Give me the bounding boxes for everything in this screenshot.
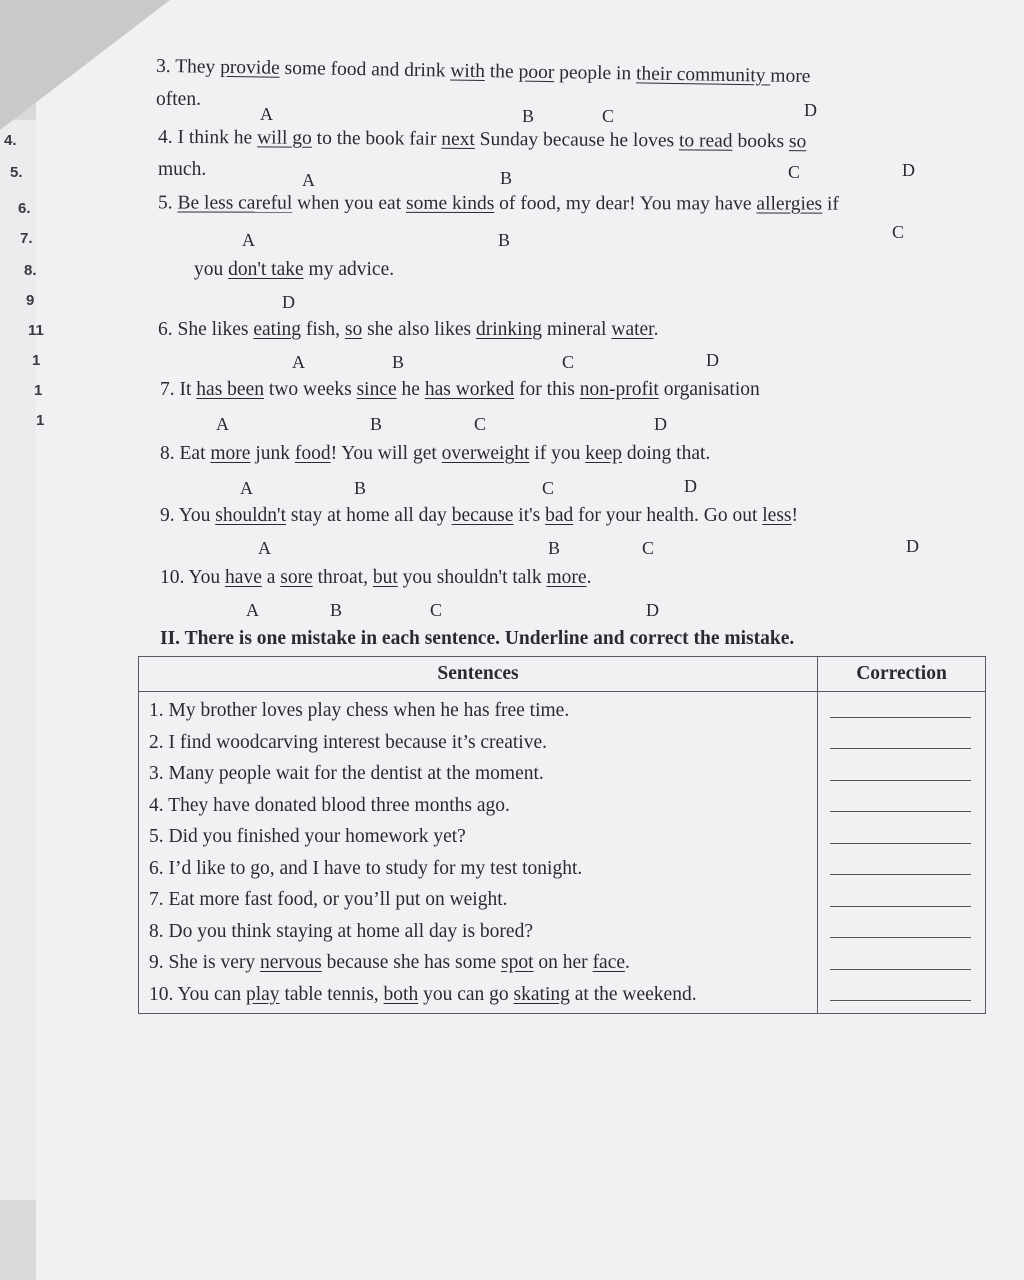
option-b: B (330, 600, 343, 620)
underlined-word: so (788, 131, 807, 153)
option-a: A (302, 170, 315, 190)
sentences-cell (139, 692, 818, 1014)
option-c: C (562, 352, 575, 372)
option-d: D (654, 414, 667, 434)
underlined-word: don't take (228, 259, 304, 280)
underlined-word: non-profit (579, 379, 659, 400)
underlined-word: has worked (424, 379, 515, 400)
sentence-row (149, 695, 809, 727)
sentence-text: two weeks (263, 379, 357, 400)
underlined-word: sore (280, 567, 313, 588)
sentence-text: Many people wait for the dentist at the moment. (168, 763, 544, 784)
sentence-text: for this (514, 379, 580, 400)
margin-number: 1 (32, 352, 41, 369)
sentence-text: . (653, 319, 659, 340)
sentence-text: I’d like to go, and I have to study for my test tonight. (168, 857, 583, 879)
sentence-row (149, 821, 809, 853)
margin-number: 1 (36, 412, 45, 429)
sentence-number: 5. (149, 826, 169, 847)
corrections-cell (818, 692, 986, 1014)
sentence-number: 6. (149, 857, 169, 879)
underlined-word: keep (585, 443, 623, 464)
margin-number: 5. (10, 164, 23, 181)
option-d: D (906, 536, 919, 556)
question-10-line1 (160, 566, 591, 590)
sentence-text: the (484, 61, 519, 83)
option-c: C (474, 414, 487, 434)
question-8-line1 (160, 442, 710, 466)
sentence-text: You (178, 505, 216, 526)
option-b: B (354, 478, 367, 498)
sentences-column-header: Sentences (139, 657, 818, 692)
underlined-word: next (441, 128, 475, 150)
option-b: B (522, 106, 535, 126)
question-number: 4. (157, 126, 178, 148)
sentence-text: You can (177, 983, 246, 1005)
sentence-number: 4. (149, 794, 169, 816)
sentence-text: She is very (168, 952, 261, 973)
margin-number: 9 (26, 292, 35, 309)
sentence-row (149, 979, 809, 1011)
underlined-word: so (344, 319, 363, 340)
underlined-word: play (245, 983, 280, 1005)
sentence-text: ! (791, 505, 799, 526)
option-d: D (902, 160, 915, 180)
question-3-line1 (156, 55, 811, 89)
sentence-text: fish, (301, 319, 345, 340)
sentence-text: more (770, 65, 811, 88)
sentence-row (149, 758, 809, 790)
margin-number: 8. (24, 262, 37, 279)
margin-number: 7. (20, 230, 33, 247)
sentence-text: They have donated blood three months ago. (168, 794, 510, 816)
sentence-text: Eat more fast food, or you’ll put on weight. (168, 889, 508, 910)
correction-blank[interactable] (818, 881, 985, 913)
sentence-text: doing that. (622, 443, 711, 464)
sentence-row (149, 790, 809, 822)
correction-blank[interactable] (818, 976, 985, 1008)
underlined-word: more (546, 567, 587, 588)
option-d: D (804, 100, 817, 120)
option-a: A (260, 104, 273, 124)
underlined-word: spot (501, 952, 534, 973)
sentence-text: books (732, 130, 790, 153)
sentence-text: junk (250, 443, 295, 464)
correction-table (138, 656, 986, 1014)
option-b: B (370, 414, 383, 434)
sentence-text: . (586, 567, 592, 588)
underlined-word: drinking (475, 319, 543, 340)
sentence-row (149, 853, 809, 885)
margin-number: 1 (34, 382, 43, 399)
sentence-number: 7. (149, 889, 169, 910)
underlined-word: will go (257, 127, 312, 149)
sentence-text: people in (554, 62, 637, 85)
sentence-number: 9. (149, 952, 169, 973)
sentence-text: You (188, 567, 226, 588)
sentence-number: 2. (149, 731, 169, 753)
underlined-word: with (450, 60, 486, 83)
question-number: 5. (157, 192, 178, 214)
sentence-row (149, 947, 809, 979)
option-c: C (788, 162, 801, 182)
question-number: 9. (160, 505, 179, 526)
question-number: 3. (155, 55, 176, 78)
underlined-word: have (225, 567, 262, 588)
correction-blank[interactable] (818, 818, 985, 850)
question-number: 6. (158, 319, 178, 340)
option-a: A (258, 538, 271, 558)
option-b: B (548, 538, 561, 558)
option-c: C (892, 222, 905, 242)
sentence-text: you (194, 259, 229, 280)
option-a: A (246, 600, 259, 620)
section-2-heading: II. There is one mistake in each sentence. Underline and correct the mistake. (160, 628, 795, 649)
sentence-text: it's (513, 505, 546, 526)
sentence-text: at the weekend. (569, 983, 697, 1005)
question-number: 10. (160, 567, 189, 588)
sentence-text: It (179, 379, 197, 400)
question-number: 7. (160, 379, 180, 400)
question-9-line1 (160, 504, 798, 528)
question-5-line2 (194, 258, 394, 282)
underlined-word: bad (545, 505, 574, 526)
correction-column-header: Correction (818, 657, 986, 692)
underlined-word: food (294, 443, 331, 464)
sentence-text: organisation (658, 379, 760, 400)
underlined-word: has been (196, 379, 264, 400)
option-b: B (392, 352, 405, 372)
sentence-text: my advice. (303, 259, 395, 280)
sentence-text: They (175, 56, 221, 78)
underlined-word: more (210, 443, 251, 464)
underlined-word: skating (513, 983, 570, 1005)
sentence-text: Did you finished your homework yet? (168, 826, 466, 847)
underlined-word: face (592, 952, 626, 973)
sentence-text: Do you think staying at home all day is bored? (168, 920, 533, 942)
sentence-number: 8. (149, 920, 169, 942)
underlined-word: Be less careful (177, 192, 293, 214)
sentence-text: mineral (542, 319, 612, 340)
option-a: A (242, 230, 255, 250)
sentence-text: to the book fair (311, 127, 442, 150)
sentence-text: Eat (179, 443, 211, 464)
sentence-text: ! You will get (330, 443, 442, 464)
option-c: C (542, 478, 555, 498)
underlined-word: some kinds (405, 192, 495, 214)
question-6-line1 (158, 318, 658, 342)
correction-blank[interactable] (818, 850, 985, 882)
underlined-word: water (611, 319, 654, 340)
margin-number: 11 (28, 322, 44, 339)
sentence-number: 1. (149, 700, 169, 721)
sentence-text: she also likes (362, 319, 476, 340)
sentence-number: 3. (149, 763, 169, 784)
margin-number: 6. (18, 200, 31, 217)
question-5-line1 (158, 191, 839, 216)
question-4-line1 (158, 126, 806, 155)
option-c: C (430, 600, 443, 620)
underlined-word: shouldn't (215, 505, 286, 526)
question-7-line1 (160, 378, 760, 402)
option-a: A (292, 352, 305, 372)
sentence-text: some food and drink (279, 57, 451, 82)
sentence-text: I find woodcarving interest because it’s creative. (168, 731, 547, 753)
correction-blank[interactable] (818, 755, 985, 787)
sentence-text: My brother loves play chess when he has free time. (168, 700, 570, 721)
sentence-text: Sunday because he loves (474, 128, 680, 152)
sentence-text: . (625, 952, 630, 973)
option-a: A (240, 478, 253, 498)
option-a: A (216, 414, 229, 434)
underlined-word: allergies (756, 193, 823, 215)
sentence-text: She likes (177, 319, 254, 340)
sentence-text: I think he (177, 126, 258, 149)
sentence-text: if (822, 193, 839, 215)
option-d: D (646, 600, 659, 620)
option-d: D (282, 292, 295, 312)
question-number: 8. (160, 443, 180, 464)
option-b: B (500, 168, 513, 188)
underlined-word: but (372, 567, 398, 588)
option-b: B (498, 230, 511, 250)
question-3-line2 (156, 88, 201, 112)
option-d: D (706, 350, 719, 370)
underlined-word: to read (678, 130, 733, 152)
underlined-word: both (383, 983, 419, 1005)
sentence-text: if you (529, 443, 586, 464)
option-d: D (684, 476, 697, 496)
sentence-number: 10. (149, 983, 178, 1005)
sentence-text: much. (158, 159, 207, 180)
correction-blank[interactable] (818, 944, 985, 976)
underlined-word: their community (635, 63, 771, 87)
sentence-text: you can go (418, 983, 514, 1005)
sentence-row (149, 916, 809, 948)
sentence-text: table tennis, (279, 983, 384, 1005)
question-4-line2 (158, 158, 206, 182)
sentence-text: often. (156, 89, 201, 110)
correction-blank[interactable] (818, 913, 985, 945)
underlined-word: poor (518, 61, 555, 84)
underlined-word: eating (253, 319, 301, 340)
margin-number: 4. (4, 132, 17, 149)
sentence-text: when you eat (292, 192, 407, 214)
option-c: C (642, 538, 655, 558)
correction-blank[interactable] (818, 692, 985, 724)
sentence-row (149, 884, 809, 916)
underlined-word: nervous (260, 952, 322, 973)
sentence-text: because she has some (321, 952, 502, 973)
sentence-text: throat, (312, 567, 373, 588)
underlined-word: since (356, 379, 397, 400)
sentence-text: on her (533, 952, 593, 973)
underlined-word: less (762, 505, 792, 526)
option-c: C (602, 106, 615, 126)
underlined-word: overweight (441, 443, 530, 464)
sentence-text: stay at home all day (285, 505, 452, 526)
sentence-text: you shouldn't talk (397, 567, 547, 588)
underlined-word: because (451, 505, 514, 526)
sentence-text: for your health. Go out (573, 505, 763, 526)
underlined-word: provide (219, 56, 280, 79)
correction-blank[interactable] (818, 724, 985, 756)
sentence-row (149, 727, 809, 759)
sentence-text: he (396, 379, 425, 400)
sentence-text: a (261, 567, 281, 588)
correction-blank[interactable] (818, 787, 985, 819)
sentence-text: of food, my dear! You may have (494, 192, 757, 215)
